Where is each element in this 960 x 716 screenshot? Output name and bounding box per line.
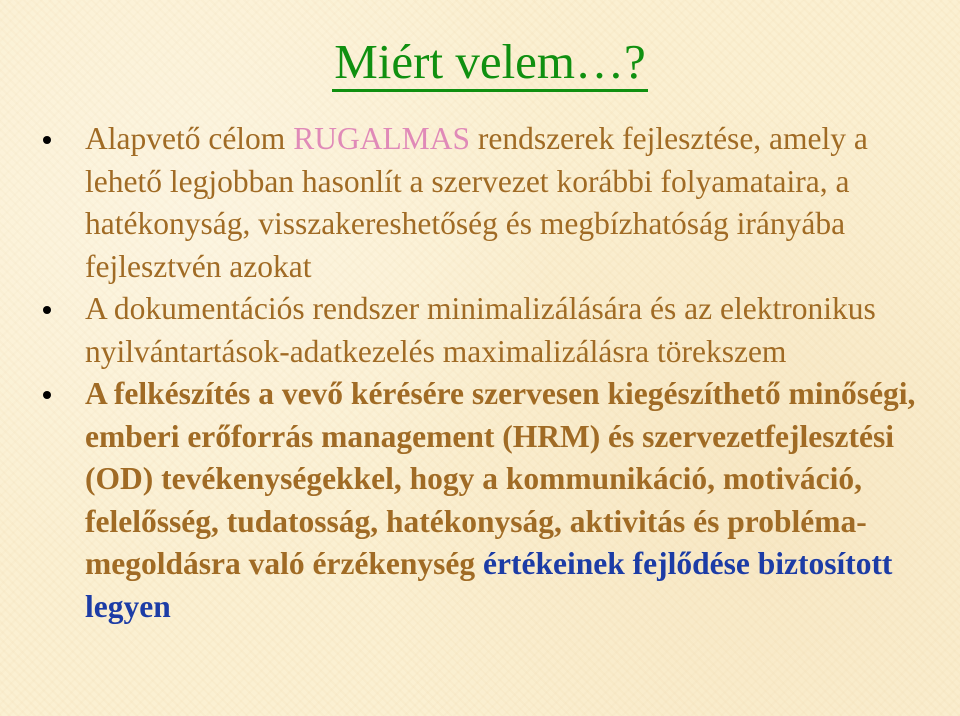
bullet-1-highlight-rugalmas: RUGALMAS	[293, 121, 470, 156]
bullet-item-rugalmas	[40, 118, 940, 288]
bullet-item-dokumentacio	[40, 288, 940, 373]
bullet-2-text: A dokumentációs rendszer minimalizálására és az elektronikus nyilvántartások-adatkezelés maximalizálásra törekszem	[85, 291, 876, 369]
bullet-dot-icon	[43, 136, 51, 144]
bullet-item-felkeszites	[40, 373, 940, 628]
bullet-1-text-start: Alapvető célom	[85, 121, 294, 156]
bullet-list	[40, 118, 940, 628]
slide-title	[0, 32, 960, 92]
bullet-3-highlight-end: értékeinek fejlődése biztosított legyen	[85, 546, 893, 624]
slide-title-text: Miért velem…?	[332, 34, 648, 92]
bullet-3-text-start: A felkészítés a vevő kérésére szervesen kiegészíthető minőségi, emberi erőforrás management (HRM) és szervezetfejlesztési (OD) tevékenységekkel, hogy a kommunikáció, motiváció, felelősség, tudatosság, hatékonyság, aktivitás és probléma-megoldásra való érzékenység	[85, 376, 916, 581]
bullet-dot-icon	[43, 306, 51, 314]
bullet-1-text-end: rendszerek fejlesztése, amely a lehető legjobban hasonlít a szervezet korábbi folyamataira, a hatékonyság, visszakereshetőség és megbízhatóság irányába fejlesztvén azokat	[85, 121, 868, 284]
bullet-dot-icon	[43, 391, 51, 399]
